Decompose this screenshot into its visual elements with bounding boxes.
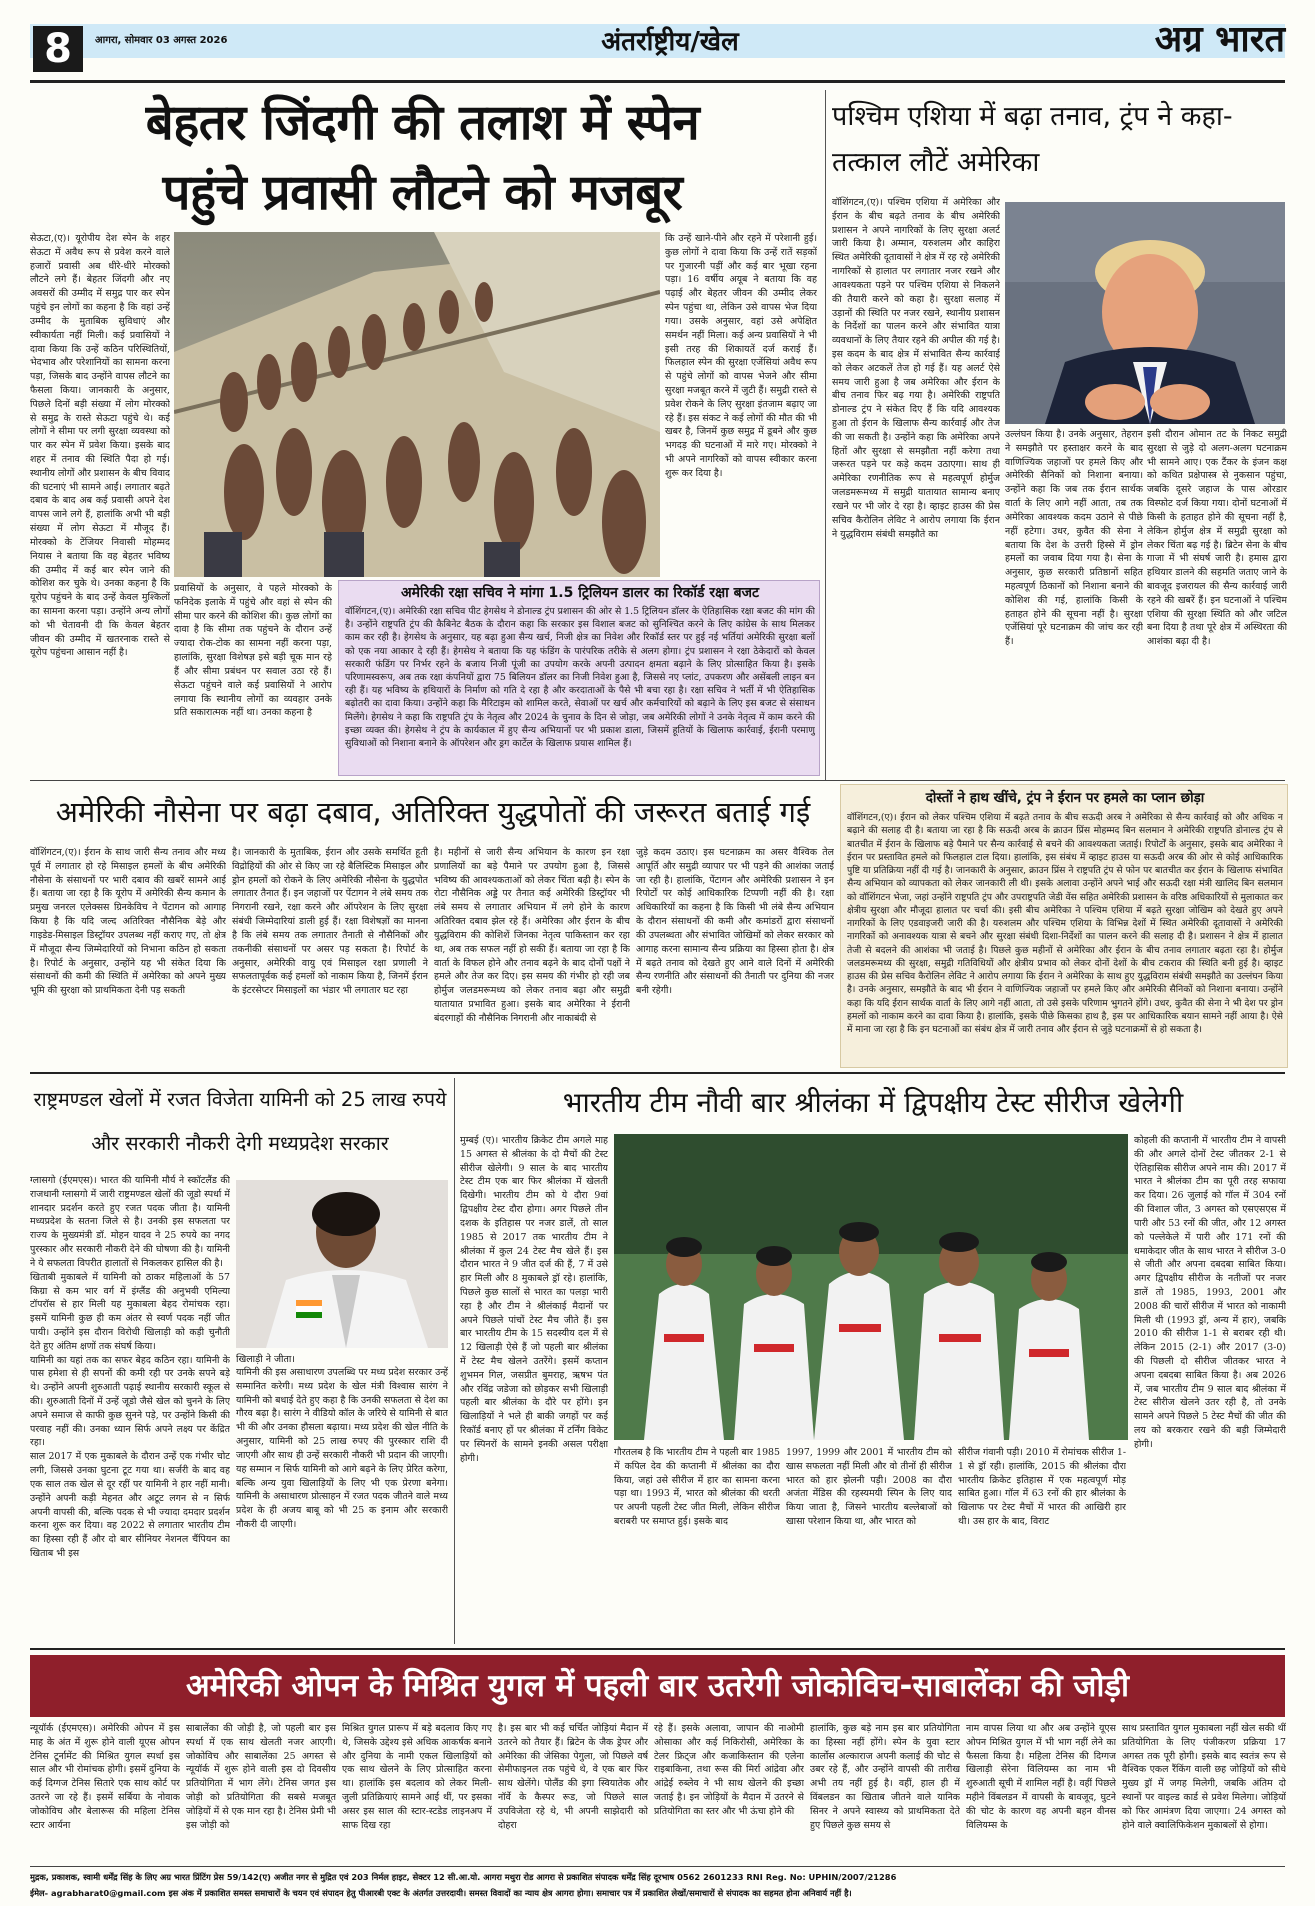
spain-photo-svg [174, 232, 660, 577]
trump-photo [1005, 202, 1285, 424]
cricket-photo-svg [614, 1134, 1128, 1440]
friends-box [840, 784, 1288, 1068]
yamini-photo-caption: खिलाड़ी ने जीता। [236, 1354, 295, 1365]
rule-row2 [30, 1072, 1285, 1074]
footer-imprint [30, 1869, 1285, 1903]
djokovic-col-1: न्यूयॉर्क (ईएमएस)। अमेरिकी ओपन में इस माह के अंत में शुरू होने वाली यूएस ओपन टेनिस टूर्नामेंट की मिश्रित युगल स्पर्धा इस साल और भी रोमांचक होगी। इसमें दुनिया के कई दिग्गज टेनिस सितारे एक साथ कोर्ट पर उतरने जा रहे हैं। इसमें सर्बिया के नोवाक जोकोविच और बेलारूस की महिला टेनिस स्टार आर्यना [30, 1723, 180, 1831]
masthead [0, 0, 1315, 88]
footer-line-2: ईमेल- agrabharat0@gmail.com इस अंक में प्रकाशित समस्त समाचारों के चयन एवं संपादन हेतु पीआरबी एक्ट के अंतर्गत उत्तरदायी। समस्त विवादों का न्याय क्षेत्र आगरा होगा। समाचार पत्र में प्रकाशित लेखों/समाचारों से संपादक का सहमत होना अनिवार्य नहीं है। [30, 1888, 852, 1898]
spain-headline-line2: पहुंचे प्रवासी लौटने को मजबूर [162, 164, 683, 221]
spain-col-2: प्रवासियों के अनुसार, वे पहले मोरक्को के फनिदेक इलाके में पहुंचे और वहां से स्पेन की सीमा पार करने की कोशिश की। कुछ लोगों का दावा है कि सीमा तक पहुंचने के दौरान उन्हें ज्यादा रोक-टोक का सामना नहीं करना पड़ा, हालांकि, सुरक्षा विशेषज्ञ इसे बड़ी चूक मान रहे हैं और सीमा प्रबंधन पर सवाल उठा रहे हैं। सेऊटा पहुंचने वाले कई प्रवासियों ने आरोप लगाया कि स्थानीय लोगों का व्यवहार उनके प्रति सकारात्मक नहीं था। उनका कहना है [174, 583, 332, 719]
budget-headline: अमेरिकी रक्षा सचिव ने मांगा 1.5 ट्रिलियन डालर का रिकॉर्ड रक्षा बजट [400, 585, 760, 601]
cricket-team-photo [614, 1134, 1128, 1440]
trump-headline: पश्चिम एशिया में बढ़ा तनाव, ट्रंप ने कहा- तत्काल लौटें अमेरिका [832, 101, 1233, 178]
section-label: अंतर्राष्ट्रीय/खेल [601, 27, 739, 57]
trump-photo-svg [1005, 202, 1285, 424]
yamini-photo [236, 1180, 448, 1348]
djokovic-col-6: हालांकि, कुछ बड़े नाम इस बार प्रतियोगिता का हिस्सा नहीं होंगे। स्पेन के युवा स्टार कार्लोस अल्काराज अपनी कलाई की चोट से उबर रहे हैं, और उन्होंने वापसी की तारीख अभी तय नहीं हुई है। वहीं, हाल ही में विंबलडन का खिताब जीतने वाले यानिक सिनर ने अपने स्वास्थ्य को प्राथमिकता देते हुए पिछले कुछ समय से [810, 1723, 960, 1831]
srilanka-col-4: सीरीज गंवानी पड़ी। 2010 में रोमांचक सीरीज 1-1 से ड्रॉ रही। हालांकि, 2015 की श्रीलंका दौरा भारतीय क्रिकेट इतिहास में एक महत्वपूर्ण मोड़ साबित हुआ। गॉल में 63 रनों की हार श्रीलंका के खिलाफ पर टेस्ट मैचों में भारत की आखिरी हार थी। उस हार के बाद, विराट [958, 1447, 1126, 1528]
budget-body: वॉशिंगटन,(ए)। अमेरिकी रक्षा सचिव पीट हेगसेथ ने डोनाल्ड ट्रंप प्रशासन की ओर से 1.5 ट्रिलियन डॉलर के ऐतिहासिक रक्षा बजट की मांग की है। उन्होंने राष्ट्रपति ट्रंप की कैबिनेट बैठक के दौरान कहा कि सरकार इस विशाल बजट को सुनिश्चित करने के लिए कांग्रेस के साथ मिलकर काम कर रही है। हेगसेथ के अनुसार, यह बढ़ा हुआ सैन्य खर्च, निजी क्षेत्र का निवेश और रिकॉर्ड स्तर पर हुई नई भर्तियां अमेरिकी सुरक्षा बलों को एक नया आकार दे रही हैं। हेगसेथ ने बताया कि यह फंडिंग के पारंपरिक तरीके से अलग होगा। ट्रंप प्रशासन ने रक्षा ठेकेदारों को केवल सरकारी फंडिंग पर निर्भर रहने के बजाय निजी पूंजी का उपयोग करके अपनी उत्पादन क्षमता बढ़ाने के लिए प्रोत्साहित किया है। इसके परिणामस्वरूप, अब तक रक्षा कंपनियों द्वारा 75 बिलियन डॉलर का निजी निवेश हुआ है, जिससे नए प्लांट, उपकरण और असेंबली लाइन बन रही हैं। यह भविष्य के हथियारों के निर्माण को गति दे रहा है और करदाताओं के पैसे भी बचा रहा है। रक्षा सचिव ने भर्ती में भी ऐतिहासिक बढ़ोतरी का दावा किया। उन्होंने कहा कि मैरिटाइम को शामिल करते, सेवाओं पर खर्च और कर्मचारियों को बढ़ाने के लिए इस बजट से संसाधन मिलेंगे। हेगसेथ ने कहा कि राष्ट्रपति ट्रंप के नेतृत्व और 2024 के चुनाव के दिन से जोड़ा, जब अमेरिकी लोगों ने उनके नेतृत्व में काम करने की इच्छा व्यक्त की। हेगसेथ ने ट्रंप के कार्यकाल में हुए सैन्य अभियानों पर भी प्रकाश डाला, जिसमें हूतियों के खिलाफ कार्रवाई, ईरानी परमाणु सुविधाओं को निशाना बनाने के ऑपरेशन और ड्रग कार्टेल के खिलाफ प्रयास शामिल हैं। [345, 606, 815, 749]
djokovic-col-2: साबालेंका की जोड़ी है, जो पहली बार इस स्पर्धा में एक साथ खेलती नजर आएगी। जोकोविच और साबालेंका 25 अगस्त से न्यूयॉर्क में शुरू होने वाली इस दो दिवसीय प्रतियोगिता में भाग लेंगे। टेनिस जगत इस जोड़ी को प्रतियोगिता की सबसे मजबूत जोड़ियों में से एक मान रहा है। टेनिस प्रेमी भी इस जोड़ी को [186, 1723, 336, 1831]
srilanka-col-5: कोहली की कप्तानी में भारतीय टीम ने वापसी की और अगले दोनों टेस्ट जीतकर 2-1 से ऐतिहासिक सीरीज अपने नाम की। 2017 में भारत ने श्रीलंका टीम का पूरी तरह सफाया कर दिया। 26 जुलाई को गॉल में 304 रनों की विशाल जीत, 3 अगस्त को एसएसएस में पारी और 53 रनों की जीत, और 12 अगस्त को पल्लेकेले में पारी और 171 रनों की धमाकेदार जीत के साथ भारत ने सीरीज 3-0 से जीती और अपना दबदबा साबित किया। अगर द्विपक्षीय सीरीज के नतीजों पर नजर डालें तो 1985, 1993, 2001 और 2008 की चारों सीरीज में भारत को नाकामी मिली थी (1993 ड्रॉ, अन्य में हार), जबकि 2010 की सीरीज 1-1 से बराबर रही थी। लेकिन 2015 (2-1) और 2017 (3-0) की पिछली दो सीरीज जीतकर भारत ने अपना दबदबा साबित किया है। अब 2026 में, जब भारतीय टीम 9 साल बाद श्रीलंका में टेस्ट सीरीज खेलने उतर रही है, तो उनके सामने अपने पिछले 5 टेस्ट मैचों की जीत की लय को बरकरार रखने की बड़ी जिम्मेदारी होगी। [1134, 1135, 1286, 1450]
yamini-col-2: यामिनी की इस असाधारण उपलब्धि पर मध्य प्रदेश सरकार उन्हें सम्मानित करेगी। मध्य प्रदेश के खेल मंत्री विश्वास सारंग ने यामिनी को बधाई देते हुए कहा है कि उनकी सफलता से देश का गौरव बढ़ा है। सारंग ने वीडियो कॉल के जरिये से यामिनी से बात भी की और उनका हौसला बढ़ाया। मध्य प्रदेश की खेल नीति के अनुसार, यामिनी को 25 लाख रुपए की पुरस्कार राशि दी जाएगी और साथ ही उन्हें सरकारी नौकरी भी प्रदान की जाएगी। यह सम्मान न सिर्फ यामिनी को आगे बढ़ने के लिए प्रेरित करेगा, बल्कि अन्य युवा खिलाड़ियों के लिए भी एक प्रेरणा बनेगा। यामिनी के असाधारण प्रोत्साहन में रजत पदक जीतने वाले मध्य प्रदेश के ही अजय बाबू को भी 25 क इनाम और सरकारी नौकरी दी जाएगी। [236, 1367, 448, 1530]
masthead-rule [30, 80, 1285, 83]
friends-headline: दोस्तों ने हाथ खींचे, ट्रंप ने ईरान पर हमले का प्लान छोड़ा [925, 790, 1205, 806]
srilanka-headline: भारतीय टीम नौवी बार श्रीलंका में द्विपक्षीय टेस्ट सीरीज खेलेगी [562, 1086, 1184, 1119]
budget-box [338, 580, 820, 776]
trump-col-2: उल्लंघन किया है। उनके अनुसार, तेहरान ने समझौते पर हस्ताक्षर करने के बाद वाणिज्यिक जहाजों पर हमले किए और अमेरिकी सैनिकों को निशाना बनाया। उन्होंने कहा कि जब तक ईरान सार्थक वार्ता के लिए आगे नहीं आता, तब तक अमेरिका आवश्यक कदम उठाने से पीछे नहीं हटेगा। उधर, कुवैत की सेना ने बताया कि देश के उत्तरी हिस्से में ड्रोन हमलों का जवाब दिया गया है। सेना के अनुसार, कुछ सरकारी प्रतिष्ठानों सहित महत्वपूर्ण ठिकानों को निशाना बनाने की कोशिश की गई, हालांकि किसी के हताहत होने की सूचना नहीं है। सुरक्षा एजेंसियां पूरे घटनाक्रम की जांच कर रही हैं। [1005, 429, 1143, 648]
navy-col-2: है। जानकारी के मुताबिक, ईरान और उसके समर्थित हूती विद्रोहियों की ओर से किए जा रहे बैलिस्टिक मिसाइल और ड्रोन हमलों को रोकने के लिए अमेरिकी नौसेना के युद्धपोत लगातार तैनात हैं। इन जहाजों पर पेंटागन ने लंबे समय तक निगरानी रखने, रक्षा करने और ऑपरेशन के लिए सुरक्षा संबंधी जिम्मेदारियां डाली हुई हैं। रक्षा विशेषज्ञों का मानना है कि लंबे समय तक लगातार तैनाती से नौसैनिकों और तकनीकी संसाधनों पर असर पड़ सकता है। रिपोर्ट के अनुसार, अमेरिकी वायु एवं मिसाइल रक्षा प्रणाली ने सफलतापूर्वक कई हमलों को नाकाम किया है, जिनमें ईरान के इंटरसेप्टर मिसाइलों का भंडार भी लगातार घट रहा [232, 847, 428, 997]
rule-yamini-cricket [454, 1078, 455, 1644]
djokovic-col-3: मिश्रित युगल प्रारूप में बड़े बदलाव किए गए थे, जिसके उद्देश्य इसे अधिक आकर्षक बनाने और दुनिया के नामी एकल खिलाड़ियों को एक साथ खेलने के लिए प्रोत्साहित करना था। हालांकि इस बदलाव को लेकर मिली-जुली प्रतिक्रियाएं सामने आई थीं, पर इसका असर इस साल की स्टार-स्टडेड लाइनअप में साफ दिख रहा [342, 1723, 492, 1831]
spain-col-1: सेऊटा,(ए)। यूरोपीय देश स्पेन के शहर सेऊटा में अवैध रूप से प्रवेश करने वाले हजारों प्रवासी अब धीरे-धीरे मोरक्को लौटने लगे हैं। बेहतर जिंदगी और नए अवसरों की उम्मीद में समुद्र पार कर स्पेन पहुंचे इन लोगों का कहना है कि वहां उन्हें उम्मीद के मुताबिक सुविधाएं और स्वीकार्यता नहीं मिली। कई प्रवासियों ने दावा किया कि उन्हें कठिन परिस्थितियों, भेदभाव और परेशानियों का सामना करना पड़ा, जिसके बाद उन्होंने वापस लौटने का फैसला किया। जानकारी के अनुसार, पिछले दिनों बड़ी संख्या में लोग मोरक्को से समुद्र के रास्ते सेऊटा पहुंचे थे। कई लोगों ने सीमा पर लगी सुरक्षा व्यवस्था को पार कर स्पेन में प्रवेश किया। इसके बाद शहर में तनाव की स्थिति पैदा हो गई। स्थानीय लोगों और प्रशासन के बीच विवाद की घटनाएं भी सामने आईं। लगातार बढ़ते दबाव के बाद अब कई प्रवासी अपने देश वापस जाने लगे हैं, हालांकि अभी भी बड़ी संख्या में लोग सेऊटा में मौजूद हैं। मोरक्को के टेंजियर निवासी मोहम्मद नियास ने बताया कि वह बेहतर भविष्य की उम्मीद में कई बार स्पेन जाने की कोशिश कर चुके थे। उनका कहना है कि यूरोप पहुंचने के बाद उन्हें केवल मुश्किलों का सामना करना पड़ा। उन्होंने अन्य लोगों को भी चेतावनी दी कि केवल बेहतर जीवन की उम्मीद में खतरनाक रास्ते से यूरोप पहुंचना आसान नहीं है। [30, 233, 170, 659]
navy-col-1: वॉशिंगटन,(ए)। ईरान के साथ जारी सैन्य तनाव और मध्य पूर्व में लगातार हो रहे मिसाइल हमलों के बीच अमेरिकी नौसेना के संसाधनों पर भारी दबाव की खबरें सामने आई हैं। बताया जा रहा है कि यूरोप में अमेरिकी सैन्य कमान के प्रमुख जनरल एलेक्सस ग्रिनकेविच ने पेंटागन को आगाह किया है कि यदि जल्द अतिरिक्त नौसैनिक बेड़े और गाइडेड-मिसाइल डिस्ट्रॉयर उपलब्ध नहीं कराए गए, तो क्षेत्र में मौजूदा सैन्य जिम्मेदारियों को निभाना कठिन हो सकता है। रिपोर्ट के अनुसार, उन्होंने यह भी संकेत दिया कि संसाधनों की कमी की स्थिति में अमेरिका को अपने मुख्य भूमि की सुरक्षा को प्राथमिकता देनी पड़ सकती [30, 847, 226, 997]
djokovic-banner [30, 1655, 1285, 1717]
djokovic-col-8: साथ प्रस्तावित युगल मुकाबला नहीं खेल सकी थीं प्रतियोगिता के लिए पंजीकरण प्रक्रिया 17 अगस्त तक पूरी होगी। इसके बाद स्वतंत्र रूप से वैश्विक एकल रैंकिंग वाली छह जोड़ियों को सीधे मुख्य ड्रॉ में जगह मिलेगी, जबकि अंतिम दो स्थानों पर वाइल्ड कार्ड से प्रवेश मिलेगा। जोड़ियों को फिर आमंत्रण दिया जाएगा। 24 अगस्त को होने वाले क्वालिफिकेशन मुकाबलों से होगा। [1122, 1723, 1286, 1831]
srilanka-col-3: 1997, 1999 और 2001 में भारतीय टीम को खास सफलता नहीं मिली और वो तीनों ही सीरीज भारत को हार झेलनी पड़ी। 2008 का दौरा अजंता मेंडिस की रहस्यमयी स्पिन के लिए याद किया जाता है, जिसने भारतीय बल्लेबाजों को खासा परेशान किया था, और भारत को [786, 1447, 952, 1528]
djokovic-col-7: नाम वापस लिया था और अब उन्होंने यूएस ओपन मिश्रित युगल में भी भाग नहीं लेने का फैसला किया है। महिला टेनिस की दिग्गज खिलाड़ी सेरेना विलियम्स का नाम भी शुरुआती सूची में शामिल नहीं है। वहीं पिछले महीने विंबलडन में वापसी के बावजूद, घुटने की चोट के कारण वह अपनी बहन वीनस विलियम्स के [966, 1723, 1116, 1831]
navy-headline: अमेरिकी नौसेना पर बढ़ा दबाव, अतिरिक्त युद्धपोतों की जरूरत बताई गई [55, 795, 811, 829]
navy-col-3: है। महीनों से जारी सैन्य अभियान के कारण इन रक्षा प्रणालियों का बड़े पैमाने पर उपयोग हुआ है, जिससे भविष्य की आवश्यकताओं को लेकर चिंता बढ़ी है। स्पेन के रोटा नौसैनिक अड्डे पर तैनात कई अमेरिकी डिस्ट्रॉयर भी लंबे समय से लगातार अभियान में लगे होने के कारण अतिरिक्त दबाव झेल रहे हैं। अमेरिका और ईरान के बीच युद्धविराम की कोशिशें जिनका नेतृत्व पाकिस्तान कर रहा था, अब तक सफल नहीं हो सकी हैं। बताया जा रहा है कि वार्ता के विफल होने और तनाव बढ़ने के बाद दोनों पक्षों ने हमले और तेज कर दिए। इस समय की गंभीर हो रही जब होर्मुज जलडमरूमध्य को लेकर तनाव बढ़ा और समुद्री यातायात प्रभावित हुआ। इसके बाद अमेरिका ने ईरानी बंदरगाहों की नौसैनिक निगरानी और नाकाबंदी से [434, 847, 630, 1024]
srilanka-col-1: मुम्बई (ए)। भारतीय क्रिकेट टीम अगले माह 15 अगस्त से श्रीलंका के दो मैचों की टेस्ट सीरीज खेलेगी। 9 साल के बाद भारतीय टेस्ट टीम एक बार फिर श्रीलंका में खेलती दिखेगी। भारतीय टीम को ये दौरा 9वां द्विपक्षीय टेस्ट दौरा होगा। अगर पिछले तीन दशक के इतिहास पर नजर डालें, तो साल 1985 से 2017 तक भारतीय टीम ने श्रीलंका में कुल 24 टेस्ट मैच खेले हैं। इस दौरान भारत ने 9 जीत दर्ज की हैं, 7 में उसे हार मिली और 8 मुकाबले ड्रॉ रहे। हालांकि, पिछले कुछ सालों से भारत का पलड़ा भारी रहा है और टीम ने श्रीलंकाई मैदानों पर अपने पिछले पांचों टेस्ट मैच जीते हैं। इस बार भारतीय टीम के 15 सदस्यीय दल में से 12 खिलाड़ी ऐसे हैं जो पहली बार श्रीलंका में टेस्ट मैच खेलने उतरेंगे। इसमें कप्तान शुभमन गिल, जसप्रीत बुमराह, ऋषभ पंत और रविंद्र जडेजा को छोड़कर सभी खिलाड़ी पहली बार श्रीलंका के दौरे पर होंगे। इन खिलाड़ियों ने भले ही बाकी जगहों पर कई रिकॉर्ड बनाए हों पर श्रीलंका में टर्निंग विकेट पर स्पिनरों के सामने इनकी असल परीक्षा होगी। [460, 1135, 608, 1464]
rule-row3 [30, 1648, 1285, 1650]
srilanka-col-2: गौरतलब है कि भारतीय टीम ने पहली बार 1985 में कपिल देव की कप्तानी में श्रीलंका का दौरा किया, जहां उसे सीरीज में हार का सामना करना पड़ा था। 1993 में, भारत को श्रीलंका की धरती पर अपनी पहली टेस्ट जीत मिली, लेकिन सीरीज बराबरी पर समाप्त हुई। इसके बाद [614, 1447, 780, 1528]
navy-col-4: जुड़े कदम उठाए। इस घटनाक्रम का असर वैश्विक तेल आपूर्ति और समुद्री व्यापार पर भी पड़ने की आशंका जताई जा रही है। हालांकि, पेंटागन और अमेरिकी प्रशासन ने इन रिपोर्टों पर कोई आधिकारिक टिप्पणी नहीं की है। रक्षा अधिकारियों का कहना है कि किसी भी लंबे सैन्य अभियान के दौरान संसाधनों की कमी और कमांडरों द्वारा संसाधनों की उपलब्धता और संभावित जोखिमों को लेकर सरकार को आगाह करना सामान्य सैन्य प्रक्रिया का हिस्सा होता है। क्षेत्र में बढ़ते तनाव को देखते हुए आने वाले दिनों में अमेरिकी सैन्य रणनीति और संसाधनों की तैनाती पर दुनिया की नजर बनी रहेगी। [636, 847, 834, 997]
spain-headline-line1: बेहतर जिंदगी की तलाश में स्पेन [145, 94, 700, 151]
yamini-col-1: ग्लासगो (ईएमएस)। भारत की यामिनी मौर्य ने स्कॉटलैंड की राजधानी ग्लासगो में जारी राष्ट्रमण्डल खेलों की जूडो स्पर्धा में शानदार प्रदर्शन करते हुए रजत पदक जीता है। यामिनी मध्यप्रदेश के सतना जिले से है। उनकी इस सफलता पर राज्य के मुख्यमंत्री डॉ. मोहन यादव ने 25 रुपये का नगद पुरस्कार और सरकारी नौकरी देने की घोषणा की है। यामिनी ने ये सफलता विपरीत हालातों से निकलकर हासिल की है। खिताबी मुकाबले में यामिनी को ठाकर महिलाओं के 57 किग्रा से कम भार वर्ग में इंग्लैंड की अनुभवी एमिल्या टॉपरॉस से हार मिली यह मुकाबला बेहद रोमांचक रहा। इसमें यामिनी कुछ ही कम अंतर से स्वर्ण पदक नहीं जीत पायी। उन्होंने इस दौरान विरोधी खिलाड़ी को कड़ी चुनौती देते हुए अंतिम क्षणों तक संघर्ष किया। यामिनी का यहां तक का सफर बेहद कठिन रहा। यामिनी के पास हमेशा से ही सपनों की कमी रही पर उनके सपने बड़े थे। उन्होंने अपनी शुरुआती पढ़ाई स्थानीय सरकारी स्कूल से की। शुरुआती दिनों में उन्हें जूडो जैसे खेल को चुनने के लिए अपने समाज से काफी कुछ सुनने पड़े, पर उन्होंने किसी की परवाह नहीं की। उनका ध्यान सिर्फ अपने लक्ष्य पर केंद्रित रहा। साल 2017 में एक मुकाबले के दौरान उन्हें एक गंभीर चोट लगी, जिससे उनका घुटना टूट गया था। सर्जरी के बाद वह एक साल तक खेल से दूर रहीं पर यामिनी ने हार नहीं मानी। उन्होंने अपनी कड़ी मेहनत और अटूट लगन से न सिर्फ अपनी वापसी की, बल्कि पदक से भी ज्यादा दमदार प्रदर्शन करना शुरू कर दिया। वह 2022 से लगातार भारतीय टीम का हिस्सा रही हैं और दो बार सीनियर नेशनल चैंपियन का खिताब भी इस [30, 1175, 230, 1559]
friends-body: वॉशिंगटन,(ए)। ईरान को लेकर पश्चिम एशिया में बढ़ते तनाव के बीच सऊदी अरब ने अमेरिका से सैन्य कार्रवाई को और अधिक न बढ़ाने की सलाह दी है। बताया जा रहा है कि सऊदी अरब के क्राउन प्रिंस मोहम्मद बिन सलमान ने अमेरिकी राष्ट्रपति डोनाल्ड ट्रंप से बातचीत में ईरान के खिलाफ बड़े पैमाने पर सैन्य कार्रवाई से बचने की आवश्यकता जताई। रिपोर्टों के अनुसार, इसके बाद अमेरिका ने ईरान पर प्रस्तावित हमले को फिलहाल टाल दिया। हालांकि, इस संबंध में व्हाइट हाउस या सऊदी अरब की ओर से कोई आधिकारिक पुष्टि या प्रतिक्रिया नहीं दी गई है। जानकारी के अनुसार, क्राउन प्रिंस ने राष्ट्रपति ट्रंप से फोन पर बातचीत कर ईरान के खिलाफ संभावित सैन्य अभियान को व्यापकता को लेकर जानकारी ली थी। इसके अलावा उन्होंने अपने भाई और सऊदी रक्षा मंत्री खालिद बिन सलमान को वॉशिंगटन भेजा, जहां उन्होंने राष्ट्रपति ट्रंप और उपराष्ट्रपति जेडी वेंस सहित अमेरिकी प्रशासन के वरिष्ठ अधिकारियों से मुलाकात कर क्षेत्रीय सुरक्षा और मौजूदा हालात पर चर्चा की। इसी बीच अमेरिका ने पश्चिम एशिया में बढ़ते सुरक्षा जोखिम को देखते हुए अपने नागरिकों के लिए एडवाइजरी जारी की है। यरुशलम और पश्चिम एशिया के विभिन्न देशों में स्थित अमेरिकी दूतावासों ने अमेरिकी नागरिकों को अनावश्यक यात्रा से बचने और सुरक्षा संबंधी दिशा-निर्देशों का पालन करने की सलाह दी है। प्रशासन ने क्षेत्र में हालात तेजी से बदलने की आशंका भी जताई है। पिछले कुछ महीनों से अमेरिका और ईरान के बीच तनाव लगातार बढ़ता रहा है। होर्मुज जलडमरूमध्य की सुरक्षा, समुद्री गतिविधियों और क्षेत्रीय प्रभाव को लेकर दोनों देशों के बीच टकराव की स्थिति बनी हुई है। व्हाइट हाउस की प्रेस सचिव कैरोलिन लेविट ने आरोप लगाया कि ईरान ने अमेरिका के साथ हुए युद्धविराम संबंधी समझौते का उल्लंघन किया है। उनके अनुसार, समझौते के बाद भी ईरान ने वाणिज्यिक जहाजों पर हमले किए और अमेरिकी सैनिकों को निशाना बनाया। उन्होंने कहा कि यदि ईरान सार्थक वार्ता के लिए आगे नहीं आता, तो उसे इसके परिणाम भुगतने होंगे। उधर, कुवैत की सेना ने भी देश पर ड्रोन हमलों को नाकाम करने का दावा किया है। हालांकि, इसके पीछे किसका हाथ है, इस पर आधिकारिक बयान सामने नहीं आया है। ऐसे में माना जा रहा है कि इन घटनाओं का संबंध क्षेत्र में जारी तनाव और ईरान से जुड़े घटनाक्रमों से हो सकता है। [847, 812, 1283, 1035]
spain-migrants-photo [174, 232, 660, 577]
rule-spain-trump [825, 90, 826, 780]
trump-col-1: वॉशिंगटन,(ए)। पश्चिम एशिया में अमेरिका और ईरान के बीच बढ़ते तनाव के बीच अमेरिकी प्रशासन ने अपने नागरिकों के लिए सुरक्षा अलर्ट जारी किया है। अम्मान, यरुशलम और काहिरा स्थित अमेरिकी दूतावासों ने क्षेत्र में रह रहे अमेरिकी नागरिकों से हालात पर लगातार नजर रखने और आवश्यकता पड़ने पर पश्चिम एशिया से निकलने की तैयारी करने को कहा है। सुरक्षा सलाह में उड़ानों की स्थिति पर नजर रखने, स्थानीय प्रशासन के निर्देशों का पालन करने और संभावित यात्रा व्यवधानों के लिए तैयार रहने की अपील की गई है। इस कदम के बाद क्षेत्र में संभावित सैन्य कार्रवाई को लेकर अटकलें तेज हो गई हैं। यह अलर्ट ऐसे समय जारी हुआ है जब अमेरिका और ईरान के बीच तनाव फिर बढ़ गया है। अमेरिकी राष्ट्रपति डोनाल्ड ट्रंप ने संकेत दिए हैं कि यदि आवश्यक हुआ तो ईरान के खिलाफ सैन्य कार्रवाई और तेज की जा सकती है। उन्होंने कहा कि अमेरिका अपने हितों और सुरक्षा से समझौता नहीं करेगा तथा जरूरत पड़ने पर कड़े कदम उठाएगा। साथ ही अमेरिका रणनीतिक रूप से महत्वपूर्ण होर्मुज जलडमरूमध्य में समुद्री यातायात सामान्य बनाए रखने पर भी जोर दे रहा है। व्हाइट हाउस की प्रेस सचिव कैरोलिन लेविट ने आरोप लगाया कि ईरान ने युद्धविराम संबंधी समझौते का [832, 197, 1000, 540]
spain-headline [30, 88, 815, 228]
trump-col-3: इसी दौरान ओमान तट के निकट समुद्री सुरक्षा से जुड़े दो अलग-अलग घटनाक्रम भी सामने आए। एक टैंकर के इंजन कक्ष को कथित प्रक्षेपास्त्र से नुकसान पहुंचा, जबकि दूसरे जहाज के पास ओरडार विस्फोट दर्ज किया गया। दोनों घटनाओं में किसी के हताहत होने की सूचना नहीं है, लेकिन होर्मुज क्षेत्र में समुद्री सुरक्षा को लेकर चिंता बढ़ गई है। ब्रिटेन सेना के बीच गाजा में भी संघर्ष जारी है। हमास द्वारा हथियार डालने की सहमति जताए जाने के बावजूद इजरायल की सैन्य कार्रवाई जारी रहने की खबरें हैं। इन घटनाओं ने पश्चिम एशिया की सुरक्षा स्थिति को और जटिल बना दिया है तथा पूरे क्षेत्र में अस्थिरता की आशंका बढ़ा दी है। [1147, 429, 1287, 648]
page-number-box [33, 26, 83, 72]
footer-line-1: मुद्रक, प्रकाशक, स्वामी धर्मेंद्र सिंह के लिए अग्र भारत प्रिंटिंग प्रेस 59/142(ए) अजीत नगर से मुद्रित एवं 203 निर्मल हाइट, सेक्टर 12 सी.आ.यो. आगरा मथुरा रोड आगरा से प्रकाशित संपादक धर्मेंद्र सिंह दूरभाष 0562 2601233 RNI Reg. No: UPHIN/2007/21286 [30, 1872, 897, 1882]
djokovic-col-5: रहे हैं। इसके अलावा, जापान की नाओमी ओसाका और कई निकिरोसी, अमेरिका के टेलर फ्रिट्ज और कजाकिस्तान की एलेना राइबाकिना, तथा रूस की मिर्रा आंद्रेवा और आंद्रेई रुब्लेव ने भी साथ खेलने की इच्छा जताई है। इन जोड़ियों के मैदान में उतरने से प्रतियोगिता का स्तर और भी ऊंचा होने की [654, 1723, 804, 1817]
rule-row1 [30, 780, 1285, 781]
yamini-headline: राष्ट्रमण्डल खेलों में रजत विजेता यामिनी को 25 लाख रुपये और सरकारी नौकरी देगी मध्यप्रदेश सरकार [33, 1088, 447, 1155]
yamini-photo-svg [236, 1180, 448, 1348]
paper-name: अग्र भारत [1154, 19, 1285, 60]
djokovic-headline: अमेरिकी ओपन के मिश्रित युगल में पहली बार उतरेगी जोकोविच-साबालेंका की जोड़ी [185, 1668, 1130, 1704]
djokovic-col-4: है। इस बार भी कई चर्चित जोड़ियां मैदान में उतरने को तैयार हैं। ब्रिटेन के जैक ड्रेपर और अमेरिका की जेसिका पेगुला, जो पिछले वर्ष सेमीफाइनल तक पहुंचे थे, वे एक बार फिर साथ खेलेंगे। पोलैंड की इगा स्वियातेक और नॉर्वे के कैस्पर रूड, जो पिछले साल उपविजेता रहे थे, भी अपनी साझेदारी को दोहरा [498, 1723, 648, 1831]
page-number: 8 [44, 26, 72, 72]
date-line: आगरा, सोमवार 03 अगस्त 2026 [95, 35, 228, 46]
footer-rule [30, 1866, 1285, 1867]
spain-col-3: कि उन्हें खाने-पीने और रहने में परेशानी हुई। कुछ लोगों ने दावा किया कि उन्हें रातें सड़कों पर गुजारनी पड़ीं और कई बार भूखा रहना पड़ा। 16 वर्षीय अयूब ने बताया कि वह पढ़ाई और बेहतर जीवन की उम्मीद लेकर स्पेन पहुंचा था, लेकिन उसे वापस भेज दिया गया। उसके अनुसार, वहां उसे अपेक्षित समर्थन नहीं मिला। कई अन्य प्रवासियों ने भी इसी तरह की शिकायतें दर्ज कराई हैं। फिलहाल स्पेन की सुरक्षा एजेंसियां अवैध रूप से पहुंचे लोगों को वापस भेजने और सीमा सुरक्षा मजबूत करने में जुटी हैं। समुद्री रास्ते से प्रवेश रोकने के लिए सुरक्षा इंतजाम बढ़ाए जा रहे हैं। इस संकट ने कई लोगों की मौत की भी खबर है, जिनमें कुछ समुद्र में डूबने और कुछ भगदड़ की घटनाओं में मारे गए। मोरक्को ने भी अपने नागरिकों को वापस स्वीकार करना शुरू कर दिया है। [665, 233, 817, 479]
